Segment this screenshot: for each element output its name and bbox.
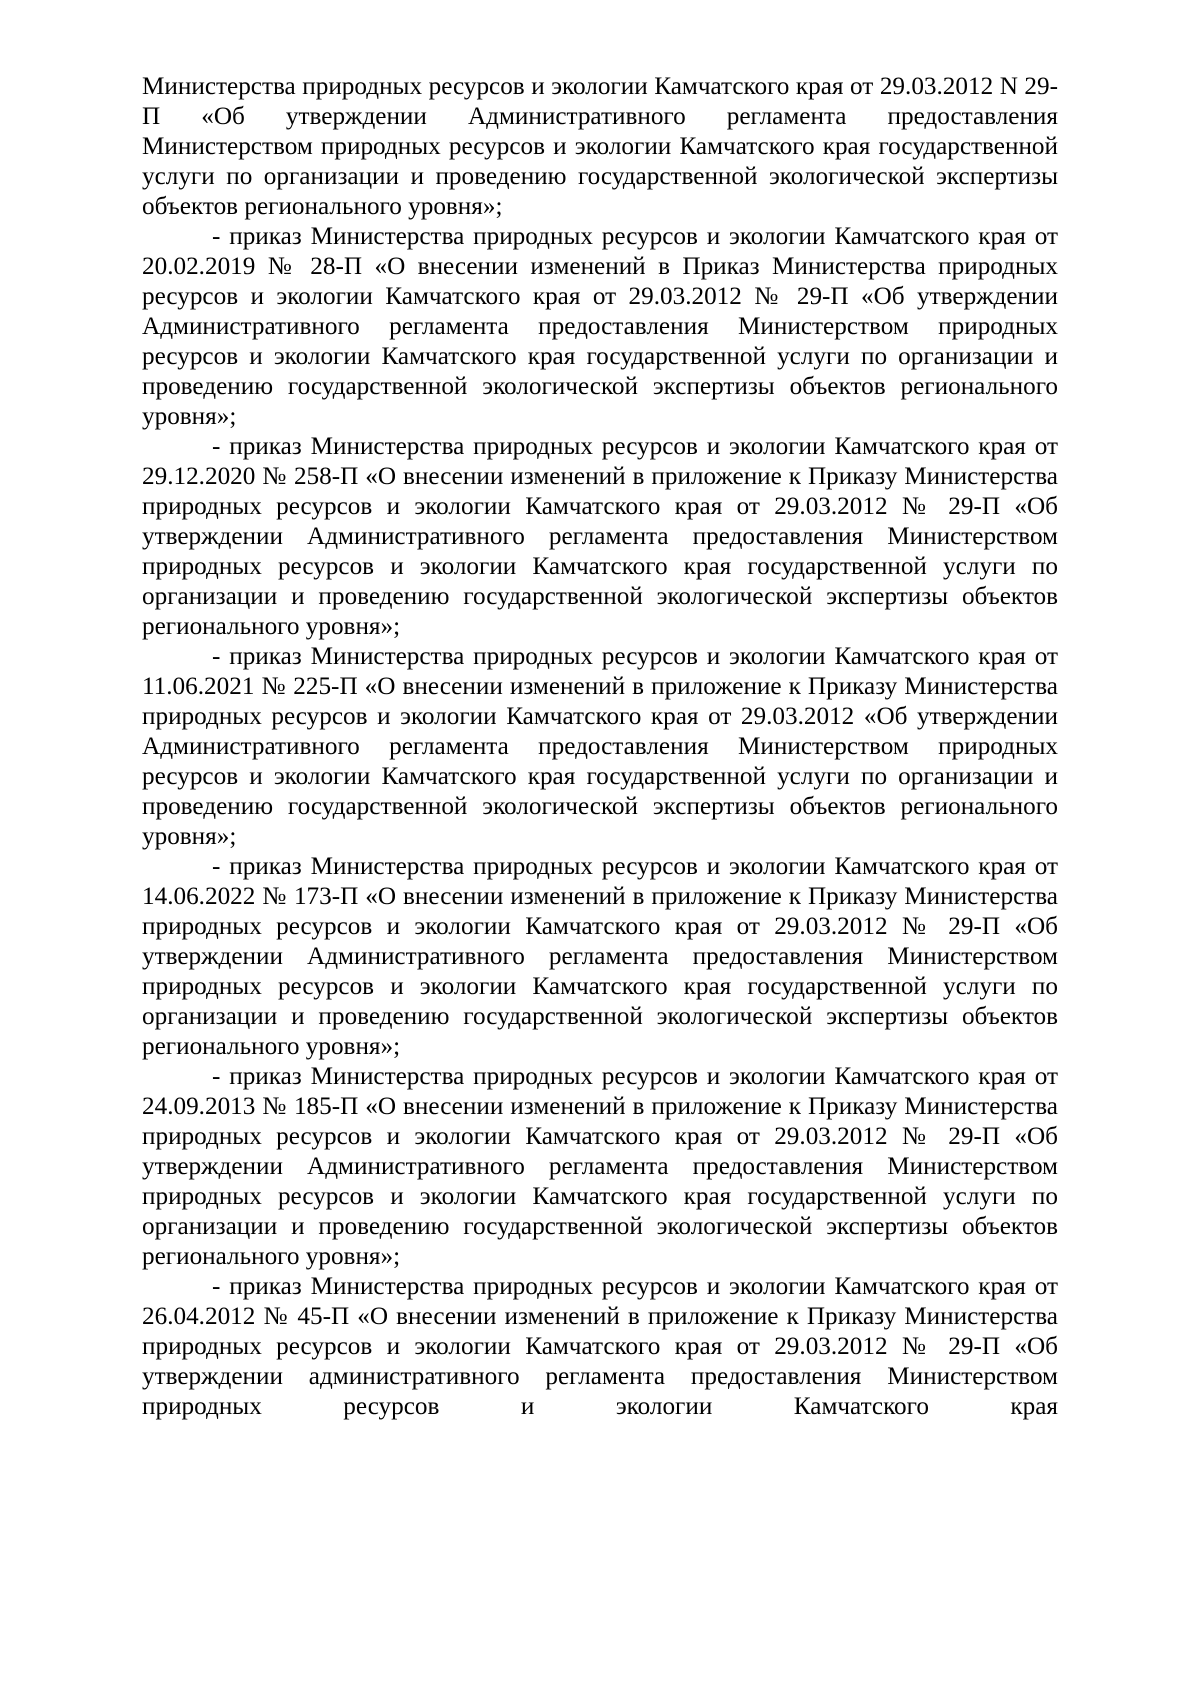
paragraph-order-2012: - приказ Министерства природных ресурсов и экологии Камчатского края от 26.04.2012 № 45-П «О внесении изменений в приложение к Приказу Министерства природных ресурсов и экологии Камчатского края от 29.03.2012 № 29-П «Об утверждении административного регламента предоставления Министерством природных ресурсов и экологии Камчатского края [142, 1273, 1058, 1420]
paragraph-order-2019: - приказ Министерства природных ресурсов и экологии Камчатского края от 20.02.2019 № 28-П «О внесении изменений в Приказ Министерства природных ресурсов и экологии Камчатского края от 29.03.2012 № 29-П «Об утверждении Административного регламента предоставления Министерством природных ресурсов и экологии Камчатского края государственной услуги по организации и проведению государственной экологической экспертизы объектов регионального уровня»; [142, 223, 1058, 430]
paragraph-order-2022: - приказ Министерства природных ресурсов и экологии Камчатского края от 14.06.2022 № 173-П «О внесении изменений в приложение к Приказу Министерства природных ресурсов и экологии Камчатского края от 29.03.2012 № 29-П «Об утверждении Административного регламента предоставления Министерством природных ресурсов и экологии Камчатского края государственной услуги по организации и проведению государственной экологической экспертизы объектов регионального уровня»; [142, 853, 1058, 1060]
paragraph-order-2013: - приказ Министерства природных ресурсов и экологии Камчатского края от 24.09.2013 № 185-П «О внесении изменений в приложение к Приказу Министерства природных ресурсов и экологии Камчатского края от 29.03.2012 № 29-П «Об утверждении Административного регламента предоставления Министерством природных ресурсов и экологии Камчатского края государственной услуги по организации и проведению государственной экологической экспертизы объектов регионального уровня»; [142, 1063, 1058, 1270]
paragraph-order-2020: - приказ Министерства природных ресурсов и экологии Камчатского края от 29.12.2020 № 258-П «О внесении изменений в приложение к Приказу Министерства природных ресурсов и экологии Камчатского края от 29.03.2012 № 29-П «Об утверждении Административного регламента предоставления Министерством природных ресурсов и экологии Камчатского края государственной услуги по организации и проведению государственной экологической экспертизы объектов регионального уровня»; [142, 433, 1058, 640]
paragraph-order-2021: - приказ Министерства природных ресурсов и экологии Камчатского края от 11.06.2021 № 225-П «О внесении изменений в приложение к Приказу Министерства природных ресурсов и экологии Камчатского края от 29.03.2012 «Об утверждении Административного регламента предоставления Министерством природных ресурсов и экологии Камчатского края государственной услуги по организации и проведению государственной экологической экспертизы объектов регионального уровня»; [142, 643, 1058, 850]
document-body [142, 72, 1058, 1422]
paragraph-continuation: Министерства природных ресурсов и экологии Камчатского края от 29.03.2012 N 29-П «Об утверждении Административного регламента предоставления Министерством природных ресурсов и экологии Камчатского края государственной услуги по организации и проведению государственной экологической экспертизы объектов регионального уровня»; [142, 73, 1058, 220]
